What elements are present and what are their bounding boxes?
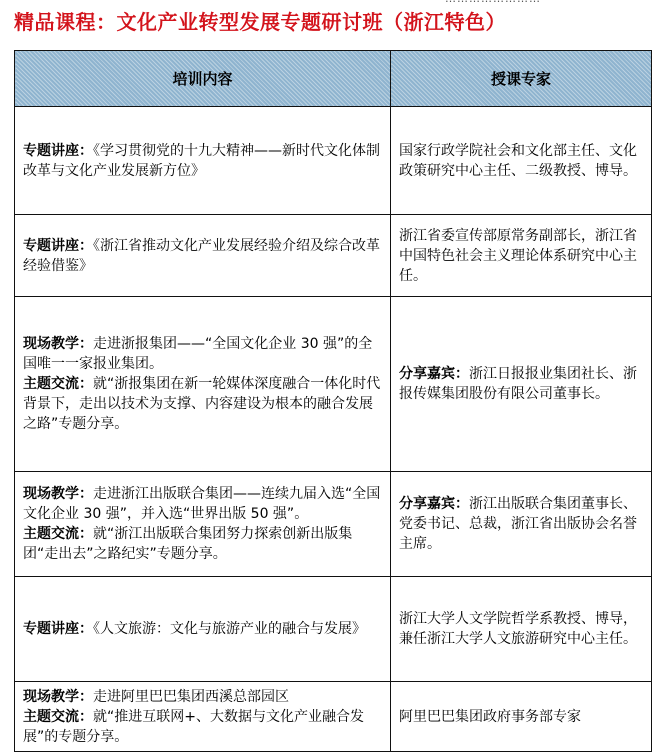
expert-cell xyxy=(391,682,652,752)
content-entry xyxy=(23,236,382,276)
content-cell xyxy=(15,215,391,297)
content-entry xyxy=(23,707,382,747)
content-entry xyxy=(23,334,382,374)
entry-text: 就“浙报集团在新一轮媒体深度融合一体化时代背景下，走出以技术为支撑、内容建设为根本的融合发展之路”专题分享。 xyxy=(23,376,381,432)
content-cell xyxy=(15,297,391,472)
table-row xyxy=(15,577,652,682)
header-fragment xyxy=(445,0,541,4)
entry-label: 主题交流： xyxy=(23,708,93,725)
content-entry xyxy=(23,141,382,181)
content-cell xyxy=(15,472,391,577)
entry-text: 就“浙江出版联合集团努力探索创新出版集团“走出去”之路纪实”专题分享。 xyxy=(23,526,353,562)
expert-cell xyxy=(391,107,652,215)
entry-text: 走进阿里巴巴集团西溪总部园区 xyxy=(93,688,289,705)
expert-text: 阿里巴巴集团政府事务部专家 xyxy=(399,708,581,725)
table-row xyxy=(15,297,652,472)
column-header-content: 培训内容 xyxy=(15,51,391,107)
entry-label: 专题讲座： xyxy=(23,237,93,254)
expert-cell xyxy=(391,472,652,577)
content-entry xyxy=(23,619,382,639)
expert-cell xyxy=(391,577,652,682)
content-cell xyxy=(15,577,391,682)
entry-text: 走进浙报集团——“全国文化企业 30 强”的全国唯一一家报业集团。 xyxy=(23,336,373,372)
page-title: 精品课程：文化产业转型发展专题研讨班（浙江特色） xyxy=(14,10,506,34)
entry-label: 现场教学： xyxy=(23,336,93,352)
entry-text: 走进浙江出版联合集团——连续九届入选“全国文化企业 30 强”，并入选“世界出版 50 强”。 xyxy=(23,486,381,522)
entry-label: 专题讲座： xyxy=(23,621,93,637)
column-header-expert: 授课专家 xyxy=(391,51,652,107)
entry-label: 主题交流： xyxy=(23,376,93,392)
entry-label: 专题讲座： xyxy=(23,142,93,159)
expert-label: 分享嘉宾： xyxy=(399,366,469,382)
table-row xyxy=(15,472,652,577)
entry-label: 主题交流： xyxy=(23,526,93,542)
expert-text: 浙江日报报业集团社长、浙报传媒集团股份有限公司董事长。 xyxy=(399,366,637,402)
content-entry xyxy=(23,374,382,434)
course-table xyxy=(14,50,652,752)
content-cell xyxy=(15,682,391,752)
entry-label: 现场教学： xyxy=(23,486,93,502)
content-entry xyxy=(23,524,382,564)
content-entry xyxy=(23,484,382,524)
entry-label: 现场教学： xyxy=(23,688,93,705)
content-cell xyxy=(15,107,391,215)
entry-text: 《人文旅游：文化与旅游产业的融合与发展》 xyxy=(93,621,366,637)
entry-text: 就“推进互联网+、大数据与文化产业融合发展”的专题分享。 xyxy=(23,708,364,745)
table-row xyxy=(15,215,652,297)
table-header-row xyxy=(15,51,652,107)
expert-cell xyxy=(391,297,652,472)
entry-text: 《浙江省推动文化产业发展经验介绍及综合改革经验借鉴》 xyxy=(23,237,380,274)
entry-text: 《学习贯彻党的十九大精神——新时代文化体制改革与文化产业发展新方位》 xyxy=(23,142,380,179)
expert-text: 浙江省委宣传部原常务副部长，浙江省中国特色社会主义理论体系研究中心主任。 xyxy=(399,227,637,284)
expert-text: 国家行政学院社会和文化部主任、文化政策研究中心主任、二级教授、博导。 xyxy=(399,142,637,179)
table-row xyxy=(15,107,652,215)
expert-text: 浙江大学人文学院哲学系教授、博导，兼任浙江大学人文旅游研究中心主任。 xyxy=(399,611,637,647)
content-entry xyxy=(23,687,382,707)
table-row xyxy=(15,682,652,752)
expert-text: 浙江出版联合集团董事长、党委书记、总裁，浙江省出版协会名誉主席。 xyxy=(399,496,637,552)
expert-label: 分享嘉宾： xyxy=(399,496,469,512)
expert-cell xyxy=(391,215,652,297)
